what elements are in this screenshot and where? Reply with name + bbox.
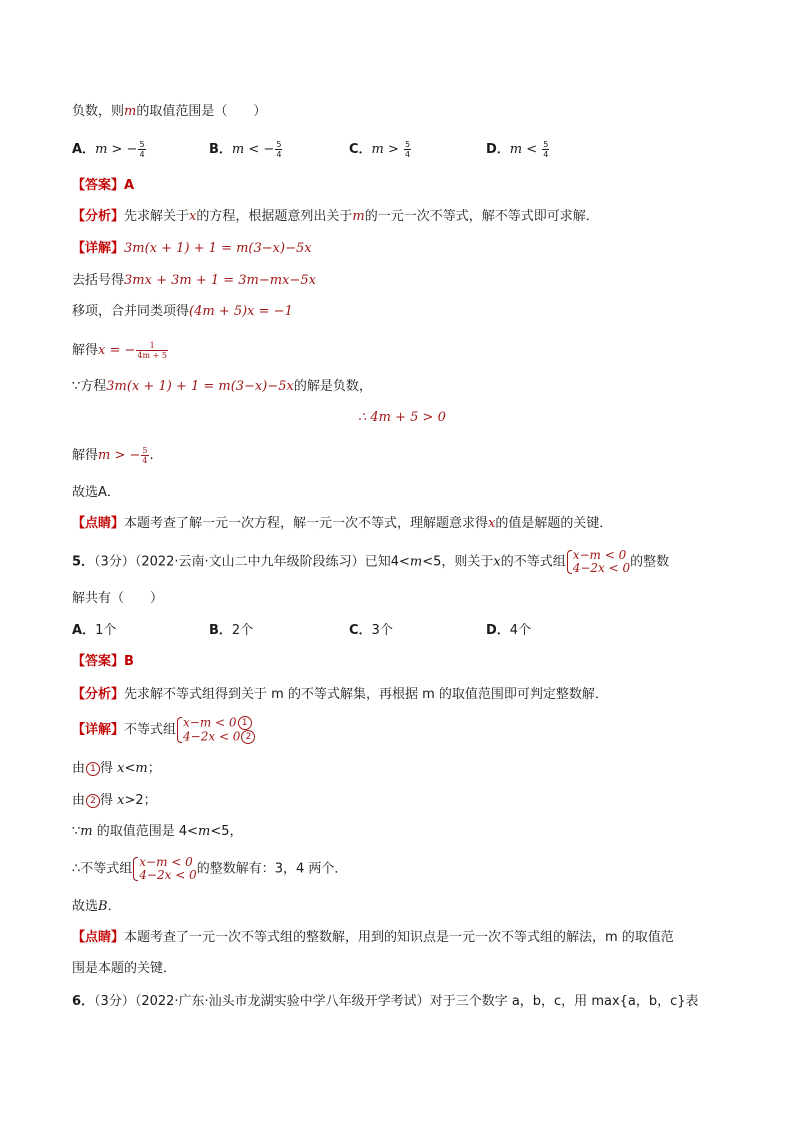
q5-option-b: B．2个 [209, 623, 254, 638]
q5-detail-system: x−m < 0 1 4−2x < 0 2 [176, 716, 255, 744]
q4-stem-tail: 负数，则m的取值范围是（ ） [72, 104, 267, 119]
q5-answer: 【答案】B [72, 654, 134, 669]
q5-option-c: C．3个 [349, 623, 393, 638]
q4-option-b: B．m < − $\frac{5}{4}$ [209, 140, 282, 159]
q4-analysis: 【分析】先求解关于x的方程，根据题意列出关于m的一元一次不等式，解不等式即可求解． [72, 209, 599, 224]
q4-step-1: 去括号得3mx + 3m + 1 = 3m−mx−5x [72, 273, 316, 288]
q4-step-3: 解得x = − $\frac{1}{4m + 5}$ [72, 341, 167, 360]
q5-from-1: 由 1 得 x<m； [72, 761, 161, 776]
circled-two: 2 [241, 730, 255, 744]
q5-detail: 【详解】不等式组 x−m < 0 1 4−2x < 0 2 [72, 716, 255, 744]
q5-analysis: 【分析】先求解不等式组得到关于 m 的不等式解集，再根据 m 的取值范围即可判定整数解． [72, 687, 608, 702]
q4-choose: 故选A． [72, 485, 120, 500]
q5-choose: 故选B． [72, 899, 121, 914]
q5-option-d: D．4个 [486, 623, 532, 638]
q4-detail: 【详解】3m(x + 1) + 1 = m(3−x)−5x [72, 241, 312, 256]
q6-stem: 6．（3分）（2022·广东·汕头市龙湖实验中学八年级开学考试）对于三个数字 a，b，c，用 max{a，b，c}表 [72, 994, 699, 1009]
q4-step-4: ∵方程3m(x + 1) + 1 = m(3−x)−5x的解是负数， [72, 379, 372, 394]
q5-comment: 【点睛】本题考查了一元一次不等式组的整数解，用到的知识点是一元一次不等式组的解法，m 的取值范 [72, 930, 674, 945]
q5-comment-line2: 围是本题的关键． [72, 961, 177, 976]
q4-step-5: 解得m > − $\frac{5}{4}$ . [72, 446, 154, 465]
q5-from-2: 由 2 得 x>2； [72, 793, 157, 808]
q4-center-inequality: ∴ 4m + 5 > 0 [358, 410, 446, 425]
q5-range: ∵m 的取值范围是 4<m<5， [72, 824, 243, 839]
q5-stem: 5．（3分）（2022·云南·文山二中九年级阶段练习）已知4<m<5，则关于x的不等式组 x−m < 0 4−2x < 0 的整数 [72, 548, 670, 575]
q5-stem-line2: 解共有（ ） [72, 591, 164, 606]
q4-option-c: C．m > $\frac{5}{4}$ [349, 140, 411, 159]
q5-option-a: A．1个 [72, 623, 117, 638]
q5-inequality-system: x−m < 0 4−2x < 0 [566, 549, 630, 575]
circled-one: 1 [238, 716, 252, 730]
q4-step-2: 移项，合并同类项得(4m + 5)x = −1 [72, 304, 293, 319]
q5-summary: ∴不等式组 x−m < 0 4−2x < 0 的整数解有：3，4 两个． [72, 855, 348, 882]
q4-option-d: D．m < $\frac{5}{4}$ [486, 140, 549, 159]
q4-comment: 【点睛】本题考查了解一元一次方程，解一元一次不等式，理解题意求得x的值是解题的关键． [72, 516, 613, 531]
q5-summary-system: x−m < 0 4−2x < 0 [132, 856, 196, 882]
q4-answer: 【答案】A [72, 178, 135, 193]
q4-option-a: A．m > − $\frac{5}{4}$ [72, 140, 145, 159]
